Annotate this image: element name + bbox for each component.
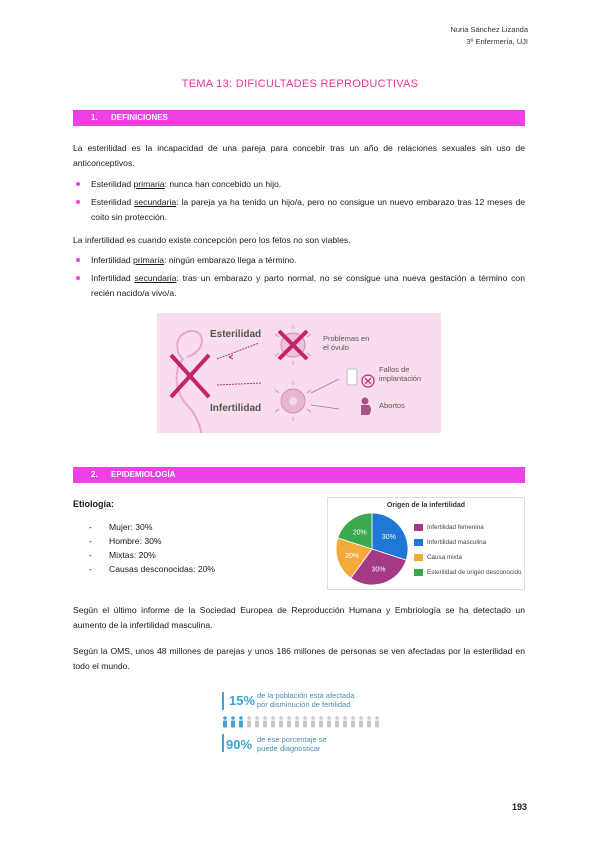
author-course: 3º Enfermería, UJI	[466, 37, 528, 46]
person-icon	[358, 715, 364, 727]
list-item: - Mujer: 30%	[89, 522, 153, 532]
stat-15-text: de la población está afectada por disminución de fertilidad	[257, 691, 355, 709]
infertilidad-definition: La infertilidad es cuando existe concepción pero los fetos no son viables.	[73, 235, 351, 245]
person-icon	[262, 715, 268, 727]
person-icon	[342, 715, 348, 727]
people-row	[222, 715, 382, 727]
esterilidad-definition: La esterilidad es la incapacidad de una pareja para concebir tras un año de relaciones sexuales sin uso de anticonceptivos.	[73, 143, 525, 168]
term-secundaria: secundaria	[134, 273, 177, 283]
paragraph-oms: Según la OMS, unos 48 millones de parejas y unos 186 millones de personas se ven afectadas por la esterilidad en todo el mundo.	[73, 646, 525, 671]
legend-item	[414, 550, 522, 565]
person-icon	[366, 715, 372, 727]
pie-data-label: 20%	[352, 529, 367, 537]
esterilidad-infertilidad-figure	[157, 313, 441, 433]
legend-swatch	[414, 539, 423, 546]
section-header-definiciones	[73, 110, 525, 126]
list-item: Infertilidad secundaria: tras un embarazo y parto normal, no se consigue una nueva gestación a término con recién nacido/a vivo/a.	[73, 271, 525, 301]
esterilidad-list	[73, 177, 525, 228]
label-esterilidad: Esterilidad	[210, 329, 262, 340]
person-icon	[238, 715, 244, 727]
label-abortos: Abortos	[379, 401, 405, 410]
person-icon	[270, 715, 276, 727]
legend-swatch	[414, 569, 423, 576]
person-icon	[318, 715, 324, 727]
author-name: Nuria Sánchez Lizanda	[450, 25, 528, 34]
label-fallos: Fallos de implantación	[379, 365, 422, 383]
pie-data-label: 20%	[345, 552, 360, 560]
legend-label: Causa mixta	[427, 554, 462, 561]
topic-title: TEMA 13: DIFICULTADES REPRODUCTIVAS	[181, 78, 419, 90]
fertility-infographic	[222, 690, 382, 758]
arrow-icon	[311, 379, 339, 393]
list-item: - Hombre: 30%	[89, 536, 162, 546]
list-item: Esterilidad secundaria: la pareja ya ha tenido un hijo/a, pero no consigue un nuevo embarazo tras 12 meses de coito sin protección.	[73, 195, 525, 225]
chart-title: Origen de la infertilidad	[386, 502, 466, 509]
legend-label: Infertilidad masculina	[427, 539, 487, 546]
person-icon	[286, 715, 292, 727]
person-icon	[374, 715, 380, 727]
person-icon	[294, 715, 300, 727]
section-title: EPIDEMIOLOGÍA	[111, 470, 176, 479]
person-icon	[302, 715, 308, 727]
stat-15-value: 15%	[229, 693, 256, 708]
legend-swatch	[414, 554, 423, 561]
label-problemas: Problemas en el óvulo	[323, 334, 370, 352]
list-item: - Causas desconocidas: 20%	[89, 564, 216, 574]
pregnant-woman-icon	[362, 398, 369, 405]
term-primaria: primaria	[133, 179, 165, 189]
legend-label: Esterilidad de origen desconocido	[427, 569, 522, 576]
section-title: DEFINICIONES	[111, 113, 168, 122]
person-icon	[310, 715, 316, 727]
term-secundaria: secundaria	[134, 197, 177, 207]
list-item: Infertilidad primaria: ningún embarazo llega a término.	[73, 253, 525, 268]
label-infertilidad: Infertilidad	[210, 403, 262, 414]
legend-label: Infertilidad femenina	[427, 524, 484, 531]
person-icon	[230, 715, 236, 727]
person-icon	[326, 715, 332, 727]
section-number: 2.	[91, 470, 98, 479]
section-header-epidemiologia	[73, 467, 525, 483]
legend-swatch	[414, 524, 423, 531]
list-item: Esterilidad primaria: nunca han concebido un hijo.	[73, 177, 525, 192]
arrow-icon	[311, 405, 339, 409]
pie-svg	[332, 510, 412, 588]
legend-item	[414, 535, 522, 550]
chart-legend	[414, 520, 522, 580]
section-number: 1.	[91, 113, 98, 122]
person-icon	[334, 715, 340, 727]
legend-item	[414, 520, 522, 535]
pie-data-label: 30%	[371, 566, 386, 574]
etiologia-list	[73, 520, 273, 576]
arrow-icon	[217, 383, 261, 385]
term-primaria: primaria	[133, 255, 165, 265]
person-icon	[254, 715, 260, 727]
person-icon	[246, 715, 252, 727]
stat-90-value: 90%	[226, 737, 253, 752]
person-icon	[278, 715, 284, 727]
person-icon	[350, 715, 356, 727]
stat-90-text: de ese porcentaje se puede diagnosticar	[257, 735, 327, 753]
paragraph-eshre: Según el último informe de la Sociedad Europea de Reproducción Humana y Embriología se ha detectado un aumento de la infertilidad masculina.	[73, 605, 525, 630]
page-number: 193	[511, 802, 527, 812]
pie-data-label: 30%	[381, 534, 396, 542]
origin-pie-chart	[327, 497, 525, 590]
test-tube-icon	[347, 369, 357, 385]
author-header	[450, 24, 528, 48]
legend-item	[414, 565, 522, 580]
infertilidad-list	[73, 253, 525, 304]
person-icon	[222, 715, 228, 727]
etiologia-heading: Etiología:	[73, 499, 114, 509]
list-item: - Mixtas: 20%	[89, 550, 156, 560]
arrow-icon	[217, 343, 259, 359]
